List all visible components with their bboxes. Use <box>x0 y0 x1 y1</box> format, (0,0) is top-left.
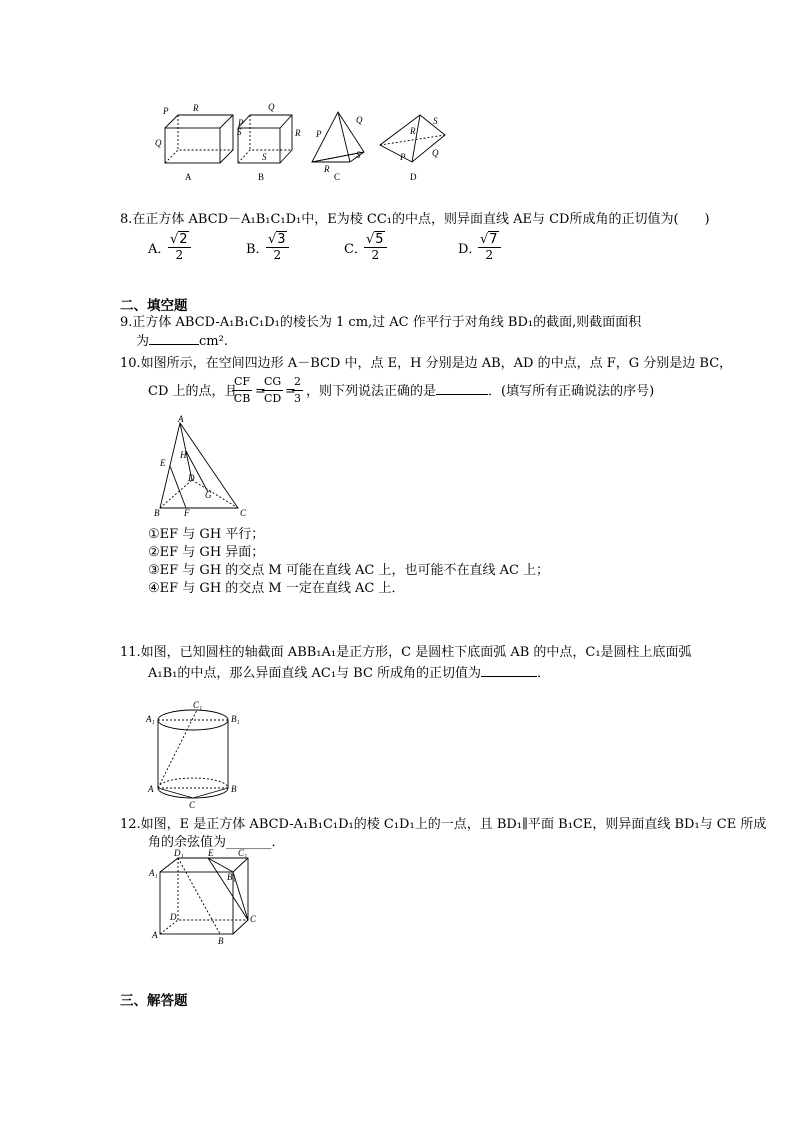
q10-answer-blank[interactable] <box>436 394 488 395</box>
svg-text:D: D <box>188 473 195 483</box>
svg-text:S: S <box>262 152 267 162</box>
q10-item-4: ④EF 与 GH 的交点 M 一定在直线 AC 上． <box>148 581 405 596</box>
svg-text:R: R <box>324 164 330 174</box>
svg-text:A: A <box>152 930 158 940</box>
svg-text:B: B <box>218 936 224 946</box>
svg-text:Q: Q <box>432 148 439 158</box>
svg-text:P: P <box>238 118 244 128</box>
q11-figure <box>145 700 245 810</box>
section-heading-fill-blank: 二、填空题 <box>120 298 188 314</box>
svg-text:R: R <box>410 126 416 136</box>
svg-text:R: R <box>295 128 301 138</box>
q11-line1: 11.如图，已知圆柱的轴截面 ABB₁A₁是正方形，C 是圆柱下底面弧 AB 的中点，C₁是圆柱上底面弧 <box>120 645 692 660</box>
svg-text:S: S <box>356 150 361 160</box>
figure-caption-a: A <box>185 172 192 182</box>
q10-item-1: ①EF 与 GH 平行； <box>148 527 265 542</box>
figure-top <box>150 100 460 190</box>
q12-figure-drawing <box>148 848 258 948</box>
svg-text:H: H <box>180 450 187 460</box>
svg-text:B₁: B₁ <box>231 714 240 724</box>
q9-line1: 9.正方体 ABCD-A₁B₁C₁D₁的棱长为 1 cm,过 AC 作平行于对角线 BD₁的截面,则截面面积 <box>120 315 642 330</box>
svg-text:A₁: A₁ <box>149 868 158 878</box>
q10-line2: CD 上的点，且 $\frac{CF}{CB}$ = $\frac{CG}{CD}$ = $\frac{2}{3}$ ，则下列说法正确的是 ．(填写所有正确说法的序号) <box>148 375 655 405</box>
svg-text:C₁: C₁ <box>238 848 248 858</box>
svg-text:C: C <box>189 800 196 810</box>
q9-answer-blank[interactable] <box>149 344 199 345</box>
svg-text:P: P <box>316 129 322 139</box>
svg-text:B: B <box>154 508 160 518</box>
svg-text:E: E <box>160 458 166 468</box>
svg-text:S: S <box>433 116 438 126</box>
figure-caption-c: C <box>334 172 341 182</box>
q8-options: A． $\frac{√2}{2}$ B． $\frac{√3}{2}$ C． $\frac{√5}{2}$ D． $\frac{√7}{2}$ <box>148 232 548 272</box>
q10-figure-drawing <box>150 414 250 518</box>
svg-text:A₁: A₁ <box>146 714 155 724</box>
svg-text:C: C <box>250 914 257 924</box>
svg-text:E: E <box>208 848 214 858</box>
q10-line1: 10.如图所示，在空间四边形 A－BCD 中，点 E，H 分别是边 AB，AD 的中点，点 F，G 分别是边 BC， <box>120 356 733 371</box>
svg-text:P: P <box>163 106 169 116</box>
svg-text:Q: Q <box>155 138 162 148</box>
section-heading-solve: 三、解答题 <box>120 993 188 1009</box>
q11-figure-drawing <box>145 700 245 810</box>
svg-text:B₁: B₁ <box>227 872 236 882</box>
q10-figure <box>150 414 250 518</box>
svg-text:S: S <box>237 127 242 137</box>
q8-stem: 8.在正方体 ABCD－A₁B₁C₁D₁中，E为棱 CC₁的中点，则异面直线 AE与 CD所成角的正切值为( ) <box>120 212 710 227</box>
svg-text:B: B <box>231 784 237 794</box>
q10-item-2: ②EF 与 GH 异面； <box>148 545 265 560</box>
svg-text:C₁: C₁ <box>193 700 203 710</box>
svg-text:R: R <box>193 103 199 113</box>
q12-line1: 12.如图，E 是正方体 ABCD-A₁B₁C₁D₁的棱 C₁D₁上的一点，且 BD₁∥平面 B₁CE，则异面直线 BD₁与 CE 所成 <box>120 817 767 832</box>
q12-line2: 角的余弦值为_______． <box>148 835 285 850</box>
figure-caption-d: D <box>410 172 417 182</box>
q11-answer-blank[interactable] <box>481 676 537 677</box>
figure-caption-b: B <box>258 172 265 182</box>
svg-text:P: P <box>400 152 406 162</box>
svg-text:A: A <box>148 784 154 794</box>
q12-figure <box>148 848 258 948</box>
svg-text:G: G <box>205 490 212 500</box>
q9-line2: 为 cm². <box>136 334 228 349</box>
svg-text:Q: Q <box>356 115 363 125</box>
svg-text:Q: Q <box>268 102 275 112</box>
q11-line2: A₁B₁的中点，那么异面直线 AC₁与 BC 所成角的正切值为 ． <box>148 666 551 681</box>
svg-text:C: C <box>240 508 247 518</box>
q10-item-3: ③EF 与 GH 的交点 M 可能在直线 AC 上，也可能不在直线 AC 上； <box>148 563 550 578</box>
svg-text:A: A <box>178 414 184 424</box>
svg-text:D₁: D₁ <box>174 848 184 858</box>
svg-text:D: D <box>170 912 177 922</box>
svg-text:F: F <box>184 508 190 518</box>
